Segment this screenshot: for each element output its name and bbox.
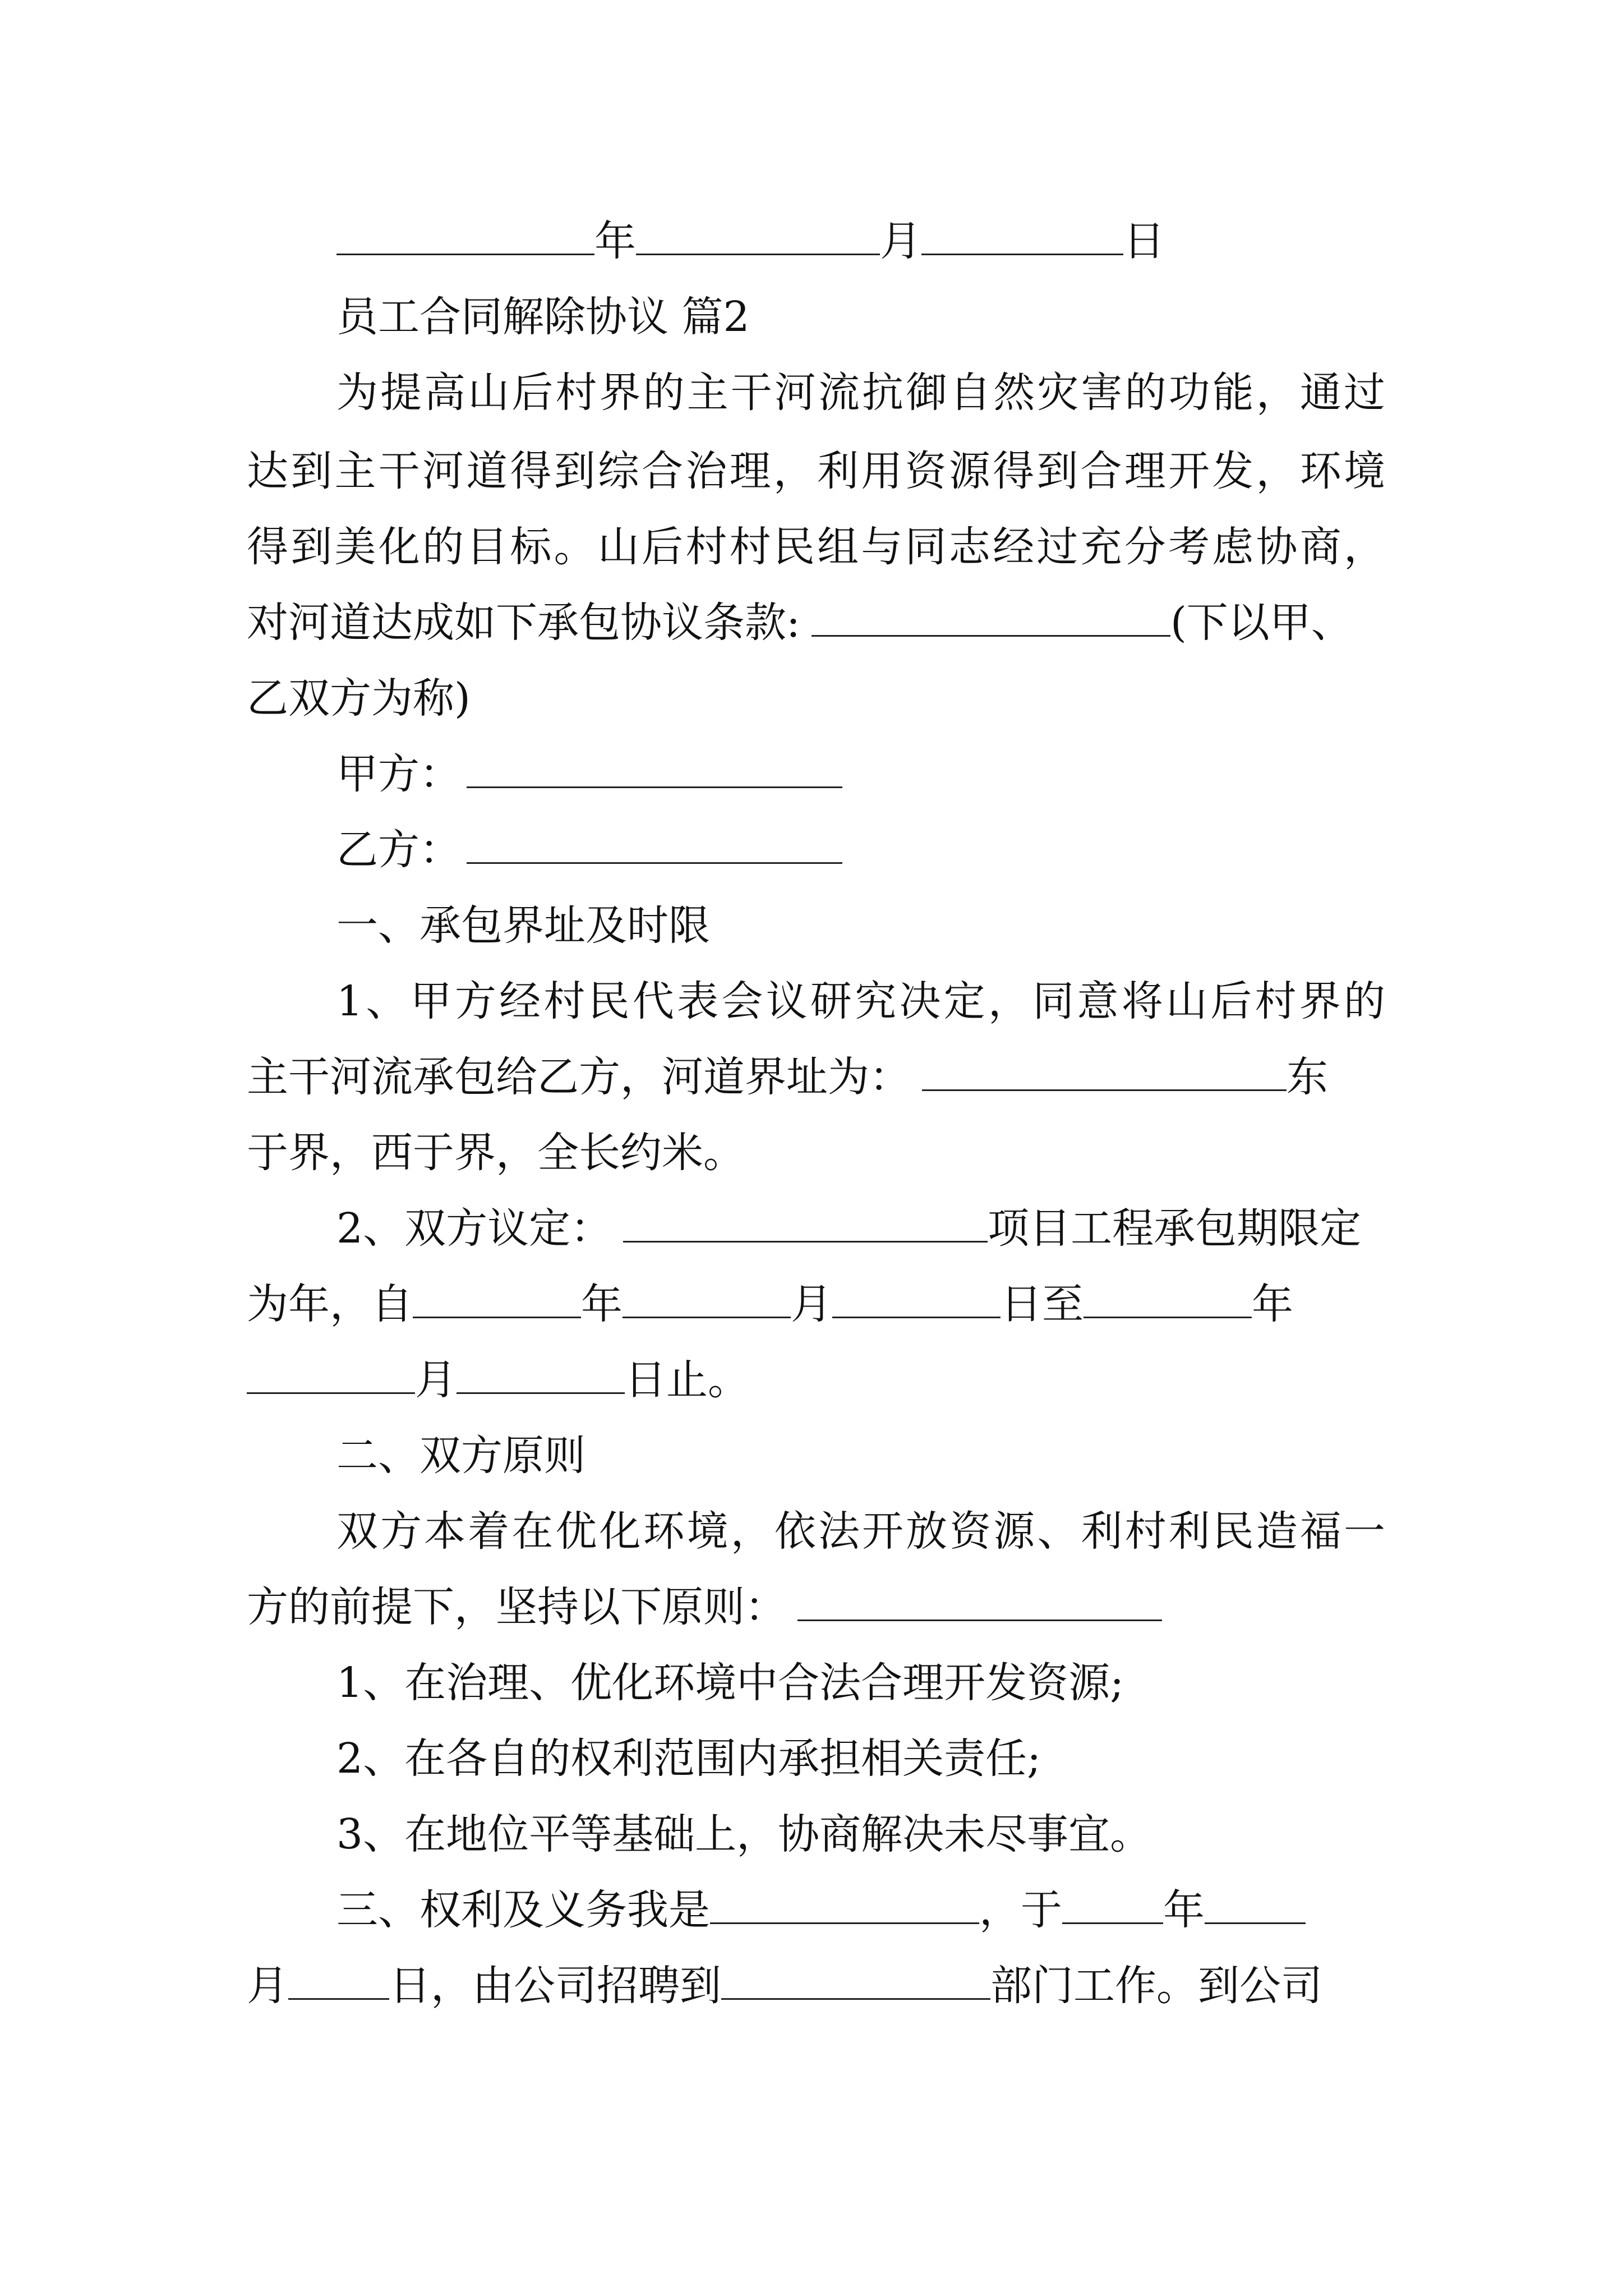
clause2-line-1-suffix: 项目工程承包期限定	[988, 1204, 1362, 1253]
day-blank	[921, 219, 1123, 255]
employee-name-blank	[710, 1888, 979, 1924]
clause1-line-2	[247, 1049, 1385, 1105]
clause2-line-1	[336, 1200, 1385, 1257]
clause2-line-1-text: 2、双方议定：	[336, 1204, 612, 1253]
heading-3-text: 三、权利及义务我是	[336, 1886, 710, 1934]
party-b-blank	[467, 827, 842, 864]
hire-day-text: 日，由公司招聘到	[389, 1962, 721, 2010]
day-label: 日	[1123, 217, 1165, 265]
heading-2: 二、双方原则	[336, 1432, 585, 1480]
intro-line-3: 得到美化的目标。山后村村民组与同志经过充分考虑协商，	[247, 523, 1385, 571]
clause2-period-text: 为年，自	[247, 1280, 413, 1328]
hire-year-blank	[1062, 1888, 1163, 1924]
project-blank	[623, 1206, 988, 1243]
principle-item-1: 1、在治理、优化环境中合法合理开发资源;	[336, 1659, 1124, 1707]
clause1-line-2-text: 主干河流承包给乙方，河道界址为：	[247, 1053, 911, 1101]
clause2-line-3	[247, 1352, 1385, 1408]
month-label: 月	[880, 217, 921, 265]
date-line	[336, 213, 1475, 269]
intro-line-5: 乙双方为称)	[247, 674, 471, 723]
end-year-blank	[1083, 1282, 1252, 1318]
principle-item-2: 2、在各自的权利范围内承担相关责任;	[336, 1734, 1041, 1783]
party-a-blank	[467, 752, 842, 788]
hire-year-label: 年	[1163, 1886, 1205, 1934]
end-day-label: 日止。	[625, 1356, 749, 1404]
clause1-line-1: 1、甲方经村民代表会议研究决定，同意将山后村界的	[336, 977, 1385, 1025]
party-b-line	[336, 822, 1385, 878]
principles-line-2-text: 方的前提下，坚持以下原则：	[247, 1583, 786, 1631]
heading-1: 一、承包界址及时限	[336, 901, 710, 950]
clause2-line-2	[247, 1276, 1385, 1332]
end-month-label: 月	[415, 1356, 457, 1404]
end-month-blank	[247, 1358, 415, 1394]
year-blank	[336, 219, 594, 255]
hire-month-blank-a	[1205, 1888, 1306, 1924]
intro-line-4-suffix: (下以甲、	[1170, 599, 1353, 647]
start-year-label: 年	[581, 1280, 623, 1328]
start-day-blank	[832, 1282, 1000, 1318]
principle-item-3: 3、在地位平等基础上，协商解决未尽事宜。	[336, 1810, 1152, 1858]
hire-day-blank	[288, 1963, 389, 2000]
department-blank	[721, 1963, 990, 2000]
contract-terms-blank	[811, 600, 1170, 637]
year-label: 年	[594, 217, 636, 265]
end-year-label: 年	[1252, 1280, 1293, 1328]
hire-month-label: 月	[247, 1962, 288, 2010]
party-a-line	[336, 746, 1385, 802]
party-b-label: 乙方：	[336, 826, 461, 874]
clause1-line-3: 于界，西于界，全长约米。	[247, 1129, 745, 1177]
clause1-east-label: 东	[1287, 1053, 1328, 1101]
principles-line-2	[247, 1579, 1385, 1635]
start-year-blank	[413, 1282, 581, 1318]
heading-3-line-1	[336, 1882, 1385, 1938]
section-title: 员工合同解除协议 篇2	[336, 293, 750, 341]
heading-3-yu: ，于	[979, 1886, 1062, 1934]
end-day-blank	[457, 1358, 625, 1394]
intro-line-4	[247, 595, 1385, 651]
intro-line-4-text: 对河道达成如下承包协议条款:	[247, 599, 800, 647]
start-day-label: 日至	[1000, 1280, 1083, 1328]
month-blank	[636, 219, 880, 255]
intro-line-2: 达到主干河道得到综合治理，利用资源得到合理开发，环境	[247, 447, 1385, 495]
start-month-label: 月	[791, 1280, 832, 1328]
party-a-label: 甲方：	[336, 750, 461, 798]
heading-3-line-2	[247, 1958, 1385, 2014]
intro-line-1: 为提高山后村界的主干河流抗御自然灾害的功能，通过	[336, 369, 1385, 417]
department-text: 部门工作。到公司	[990, 1962, 1322, 2010]
principles-blank	[797, 1585, 1162, 1621]
principles-line-1: 双方本着在优化环境，依法开放资源、利村利民造福一	[336, 1507, 1385, 1556]
river-boundary-blank	[922, 1055, 1287, 1091]
start-month-blank	[623, 1282, 791, 1318]
